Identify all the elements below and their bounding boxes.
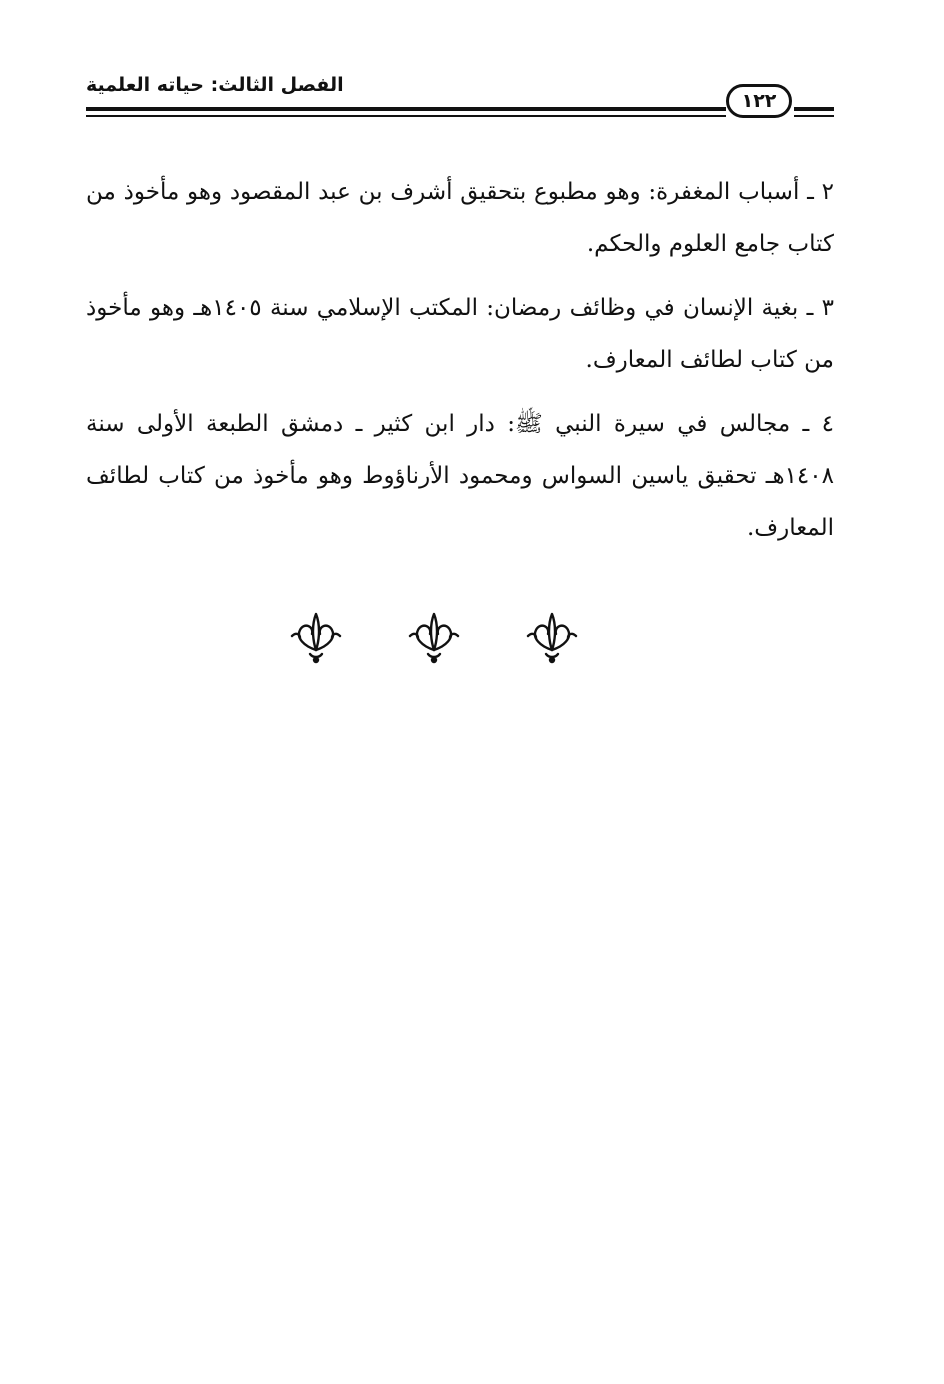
floral-ornament-icon [286, 604, 346, 664]
list-item: ٤ ـ مجالس في سيرة النبي ﷺ: دار ابن كثير ـ دمشق الطبعة الأولى سنة ١٤٠٨هـ تحقيق ياسين السواس ومحمود الأرناؤوط وهو مأخوذ من كتاب لطائف المعارف. [86, 411, 834, 541]
list-item: ٣ ـ بغية الإنسان في وظائف رمضان: المكتب الإسلامي سنة ١٤٠٥هـ وهو مأخوذ من كتاب لطائف المعارف. [86, 295, 834, 373]
list-item: ٢ ـ أسباب المغفرة: وهو مطبوع بتحقيق أشرف بن عبد المقصود وهو مأخوذ من كتاب جامع العلوم والحكم. [86, 179, 834, 257]
page-body [86, 166, 834, 566]
header-rule-thin [86, 115, 726, 117]
page-header [86, 70, 834, 124]
running-title: الفصل الثالث: حياته العلمية [86, 74, 344, 96]
page-number: ١٢٢ [726, 84, 792, 118]
header-rule-right-thin [794, 115, 834, 117]
header-rule-right-thick [794, 107, 834, 111]
floral-ornament-icon [522, 604, 582, 664]
floral-ornament-icon [404, 604, 464, 664]
section-separator [286, 604, 586, 664]
header-rule-thick [86, 107, 726, 111]
